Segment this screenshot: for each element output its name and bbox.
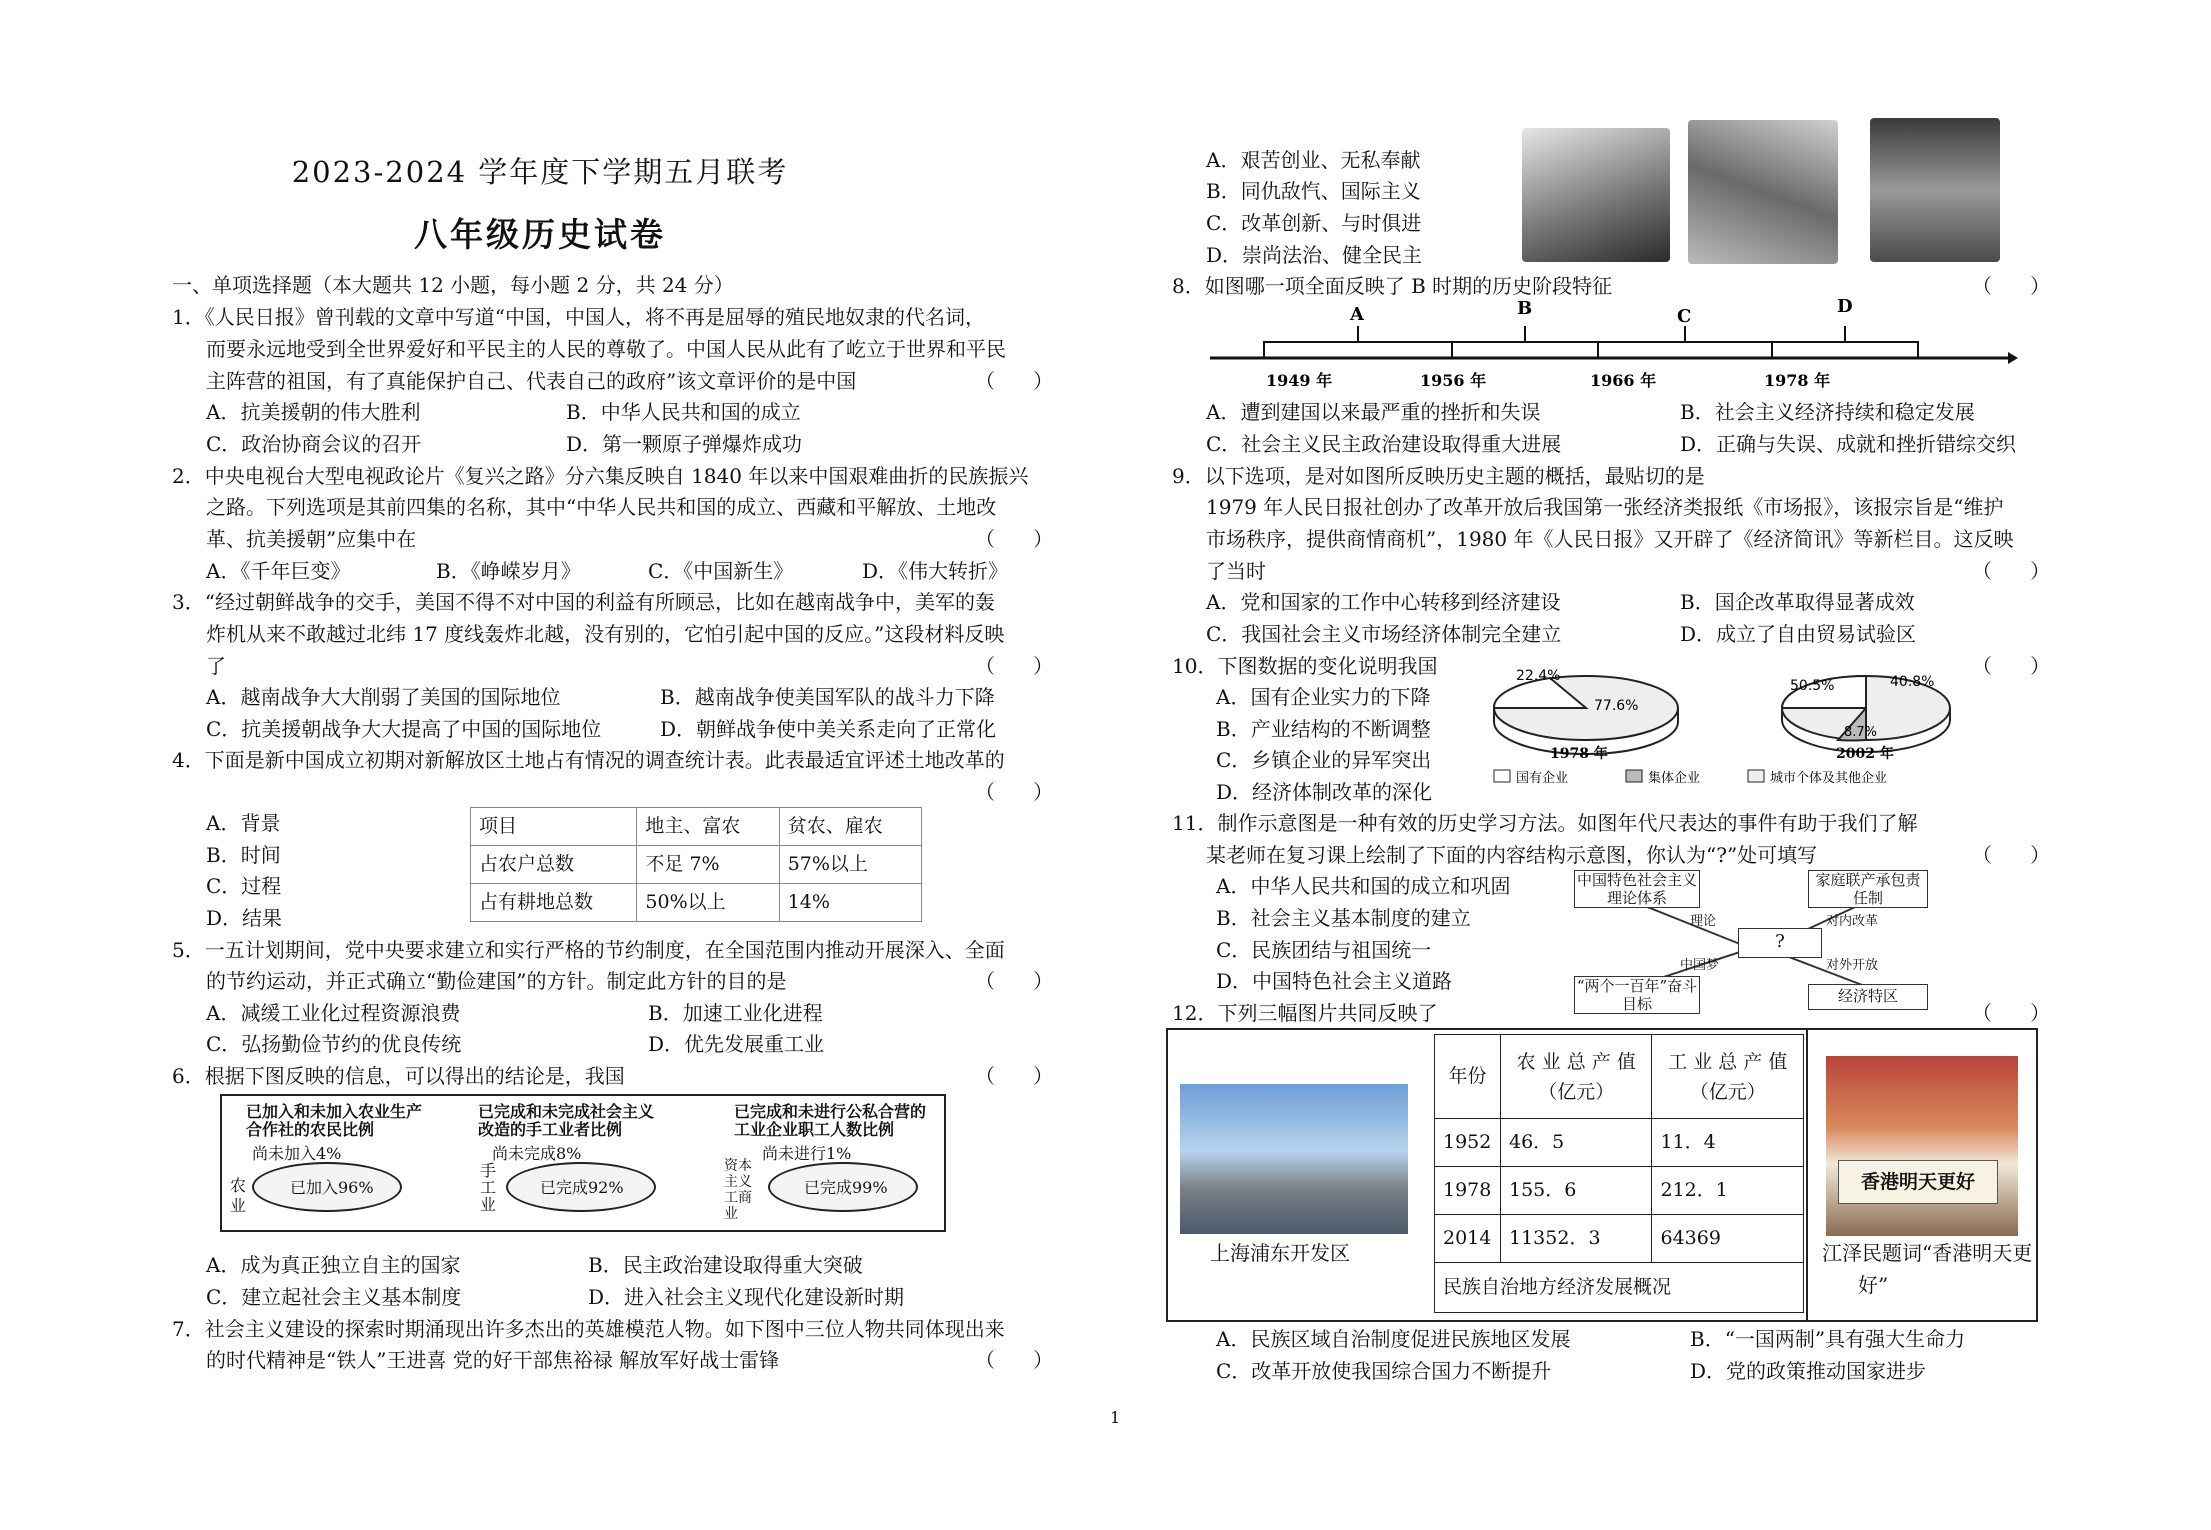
q11-line: 11．制作示意图是一种有效的历史学习方法。如图年代尺表达的事件有助于我们了解 bbox=[1172, 811, 1918, 835]
option-c[interactable]: C．过程 bbox=[206, 874, 282, 898]
q11-line: 某老师在复习课上绘制了下面的内容结构示意图，你认为“?”处可填写 bbox=[1206, 843, 1818, 867]
table-cell: 贫农、雇农 bbox=[779, 808, 921, 846]
option-b[interactable]: B．民主政治建设取得重大突破 bbox=[588, 1253, 863, 1277]
q7-line: 的时代精神是“铁人”王进喜 党的好干部焦裕禄 解放军好战士雷锋 bbox=[206, 1348, 780, 1372]
option-a[interactable]: A．遭到建国以来最严重的挫折和失误 bbox=[1206, 400, 1541, 424]
q3-line: 了 bbox=[206, 654, 226, 678]
option-b[interactable]: B．社会主义经济持续和稳定发展 bbox=[1680, 400, 1975, 424]
table-cell: 2014 bbox=[1435, 1215, 1501, 1263]
option-b[interactable]: B．国企改革取得显著成效 bbox=[1680, 590, 1915, 614]
table-header-cell: 农 业 总 产 值（亿元） bbox=[1501, 1035, 1652, 1119]
jiang-zemin-inscription-photo bbox=[1826, 1056, 2018, 1236]
table-row bbox=[471, 884, 922, 922]
q1-line: 主阵营的祖国，有了真能保护自己、代表自己的政府”该文章评价的是中国 bbox=[206, 369, 857, 393]
fig-caption: 已加入和未加入农业生产 bbox=[246, 1102, 423, 1121]
pie-label: 8.7% bbox=[1844, 725, 1878, 740]
arrow-label: 对外开放 bbox=[1826, 958, 1879, 973]
table-cell: 155．6 bbox=[1501, 1167, 1652, 1215]
pie-year: 1978 年 bbox=[1550, 746, 1608, 762]
diagram-node-two-centenary-goals: “两个一百年”奋斗目标 bbox=[1574, 976, 1700, 1014]
land-survey-table bbox=[470, 807, 922, 922]
table-cell: 46．5 bbox=[1501, 1119, 1652, 1167]
portrait-jiao-yulu-photo bbox=[1688, 120, 1838, 264]
q1-line: 而要永远地受到全世界爱好和平民主的人民的尊敬了。中国人民从此有了屹立于世界和平民 bbox=[206, 337, 1006, 361]
table-cell: 占有耕地总数 bbox=[471, 884, 637, 922]
period-c-bracket bbox=[1598, 342, 1772, 358]
option-d[interactable]: D．成立了自由贸易试验区 bbox=[1680, 622, 1917, 646]
arrow-label: 理论 bbox=[1690, 914, 1717, 929]
option-d[interactable]: D．进入社会主义现代化建设新时期 bbox=[588, 1285, 905, 1309]
q3-line: 3．“经过朝鲜战争的交手，美国不得不对中国的利益有所顾忌，比如在越南战争中，美军的轰 bbox=[172, 590, 995, 614]
table-header-row bbox=[1435, 1035, 1804, 1119]
q12-figure-frame bbox=[1166, 1028, 2038, 1322]
option-b[interactable]: B．加速工业化进程 bbox=[648, 1001, 823, 1025]
exam-subtitle: 八年级历史试卷 bbox=[414, 215, 666, 254]
table-row bbox=[1435, 1167, 1804, 1215]
q2-line: 2．中央电视台大型电视政论片《复兴之路》分六集反映自 1840 年以来中国艰难曲折的民族振兴 bbox=[172, 464, 1029, 488]
period-label-d: D bbox=[1837, 296, 1853, 317]
table-row bbox=[471, 846, 922, 884]
option-b[interactable]: B．中华人民共和国的成立 bbox=[566, 400, 801, 424]
pie-side-label: 农业 bbox=[230, 1176, 247, 1215]
answer-blank[interactable]: （ ） bbox=[975, 527, 1054, 551]
fig-caption: 改造的手工业者比例 bbox=[478, 1120, 623, 1139]
table-cell: 57%以上 bbox=[779, 846, 921, 884]
option-c[interactable]: C．《中国新生》 bbox=[648, 559, 794, 583]
pie-label: 已加入96% bbox=[290, 1178, 374, 1197]
option-d[interactable]: D．党的政策推动国家进步 bbox=[1690, 1359, 1927, 1383]
option-a[interactable]: A．艰苦创业、无私奉献 bbox=[1206, 148, 1421, 172]
q2-line: 革、抗美援朝”应集中在 bbox=[206, 527, 417, 551]
option-d[interactable]: D．正确与失误、成就和挫折错综交织 bbox=[1680, 432, 2017, 456]
table-cell: 14% bbox=[779, 884, 921, 922]
socialist-transformation-figure bbox=[220, 1094, 946, 1232]
table-cell: 不足 7% bbox=[637, 846, 779, 884]
enterprise-share-pies bbox=[1490, 662, 1990, 786]
table-cell: 项目 bbox=[471, 808, 637, 846]
option-c[interactable]: C．抗美援朝战争大大提高了中国的国际地位 bbox=[206, 717, 602, 741]
q6-line: 6．根据下图反映的信息，可以得出的结论是，我国 bbox=[172, 1064, 625, 1088]
option-d[interactable]: D．朝鲜战争使中美关系走向了正常化 bbox=[660, 717, 997, 741]
option-d[interactable]: D．第一颗原子弹爆炸成功 bbox=[566, 432, 803, 456]
q10-line: 10．下图数据的变化说明我国 bbox=[1172, 654, 1438, 678]
period-label-b: B bbox=[1517, 298, 1533, 319]
pie-note: 尚未加入4% bbox=[252, 1144, 342, 1163]
option-c[interactable]: C．弘扬勤俭节约的优良传统 bbox=[206, 1032, 462, 1056]
q5-line: 的节约运动，并正式确立“勤俭建国”的方针。制定此方针的目的是 bbox=[206, 969, 787, 993]
arrow-label: 中国梦 bbox=[1680, 958, 1720, 973]
year-label: 1956 年 bbox=[1420, 371, 1487, 390]
period-label-a: A bbox=[1350, 304, 1364, 325]
table-header-cell: 年份 bbox=[1435, 1035, 1501, 1119]
period-a-bracket bbox=[1264, 342, 1452, 358]
option-c[interactable]: C．我国社会主义市场经济体制完全建立 bbox=[1206, 622, 1562, 646]
q12-line: 12．下列三幅图片共同反映了 bbox=[1172, 1001, 1438, 1025]
table-row bbox=[1435, 1215, 1804, 1263]
period-d-bracket bbox=[1772, 342, 1918, 358]
option-c[interactable]: C．建立起社会主义基本制度 bbox=[206, 1285, 462, 1309]
page-number: 1 bbox=[1110, 1408, 1121, 1427]
option-b[interactable]: B．产业结构的不断调整 bbox=[1216, 717, 1431, 741]
table-cell: 11352．3 bbox=[1501, 1215, 1652, 1263]
option-b[interactable]: B．社会主义基本制度的建立 bbox=[1216, 906, 1471, 930]
legend-label: 集体企业 bbox=[1648, 771, 1701, 786]
answer-blank[interactable]: （ ） bbox=[975, 969, 1054, 993]
option-b[interactable]: B．同仇敌忾、国际主义 bbox=[1206, 179, 1421, 203]
pie-year: 2002 年 bbox=[1836, 746, 1894, 762]
legend-label: 国有企业 bbox=[1516, 771, 1569, 786]
legend-swatch bbox=[1494, 770, 1510, 782]
period-b-bracket bbox=[1452, 342, 1598, 358]
q9-line: 9．以下选项，是对如图所反映历史主题的概括，最贴切的是 bbox=[1172, 464, 1705, 488]
pie-side-label: 手工业 bbox=[480, 1161, 497, 1214]
option-b[interactable]: B．时间 bbox=[206, 843, 281, 867]
option-d[interactable]: D．中国特色社会主义道路 bbox=[1216, 969, 1453, 993]
diagram-node-unknown: ? bbox=[1738, 928, 1822, 958]
option-d[interactable]: D．优先发展重工业 bbox=[648, 1032, 825, 1056]
q9-line: 了当时 bbox=[1206, 559, 1266, 583]
diagram-node-sez: 经济特区 bbox=[1808, 984, 1928, 1010]
option-b[interactable]: B．《峥嵘岁月》 bbox=[436, 559, 581, 583]
q9-line: 市场秩序，提供商情商机”，1980 年《人民日报》又开辟了《经济简讯》等新栏目。这反映 bbox=[1206, 527, 2014, 551]
diagram-node-household-responsibility: 家庭联产承包责任制 bbox=[1808, 870, 1928, 908]
option-a[interactable]: A．《千年巨变》 bbox=[206, 559, 351, 583]
table-row bbox=[1435, 1119, 1804, 1167]
divider bbox=[1806, 1030, 1808, 1320]
pudong-skyline-photo bbox=[1180, 1084, 1408, 1234]
answer-blank[interactable]: （ ） bbox=[975, 654, 1054, 678]
q8-line: 8．如图哪一项全面反映了 B 时期的历史阶段特征 bbox=[1172, 274, 1613, 298]
option-b[interactable]: B．越南战争使美国军队的战斗力下降 bbox=[660, 685, 995, 709]
fig-caption: 合作社的农民比例 bbox=[246, 1120, 375, 1139]
option-a[interactable]: A．越南战争大大削弱了美国的国际地位 bbox=[206, 685, 561, 709]
q2-line: 之路。下列选项是其前四集的名称，其中“中华人民共和国的成立、西藏和平解放、土地改 bbox=[206, 495, 997, 519]
option-a[interactable]: A．背景 bbox=[206, 811, 281, 835]
option-d[interactable]: D．经济体制改革的深化 bbox=[1216, 780, 1433, 804]
answer-blank[interactable]: （ ） bbox=[975, 369, 1054, 393]
q3-line: 炸机从来不敢越过北纬 17 度线轰炸北越，没有别的，它怕引起中国的反应。”这段材料反映 bbox=[206, 622, 1005, 646]
year-label: 1966 年 bbox=[1590, 371, 1657, 390]
table-cell: 地主、富农 bbox=[637, 808, 779, 846]
table-row bbox=[1435, 1263, 1804, 1313]
photo-caption-hongkong-2: 好” bbox=[1858, 1273, 1889, 1297]
table-cell: 11．4 bbox=[1652, 1119, 1804, 1167]
answer-blank[interactable]: （ ） bbox=[1972, 654, 2051, 678]
q4-line: 4．下面是新中国成立初期对新解放区土地占有情况的调查统计表。此表最适宜评述土地改革的 bbox=[172, 748, 1005, 772]
year-label: 1949 年 bbox=[1266, 371, 1333, 390]
option-c[interactable]: C．民族团结与祖国统一 bbox=[1216, 938, 1432, 962]
timeline-arrow bbox=[2008, 352, 2018, 364]
fig-caption: 已完成和未进行公私合营的 bbox=[734, 1102, 927, 1121]
option-c[interactable]: C．乡镇企业的异军突出 bbox=[1216, 748, 1432, 772]
answer-blank[interactable]: （ ） bbox=[1972, 1001, 2051, 1025]
photo-caption-hongkong: 江泽民题词“香港明天更 bbox=[1822, 1241, 2033, 1265]
option-a[interactable]: A．中华人民共和国的成立和巩固 bbox=[1216, 874, 1511, 898]
answer-blank[interactable]: （ ） bbox=[1972, 274, 2051, 298]
arrow-label: 对内改革 bbox=[1826, 914, 1879, 929]
diagram-node-theory: 中国特色社会主义理论体系 bbox=[1574, 870, 1700, 908]
q9-line: 1979 年人民日报社创办了改革开放后我国第一张经济类报纸《市场报》，该报宗旨是“维护 bbox=[1206, 495, 2004, 519]
option-c[interactable]: C．政治协商会议的召开 bbox=[206, 432, 422, 456]
option-b[interactable]: B．“一国两制”具有强大生命力 bbox=[1690, 1327, 1966, 1351]
pie-label: 40.8% bbox=[1890, 674, 1935, 690]
pie-label: 22.4% bbox=[1516, 668, 1561, 684]
option-a[interactable]: A．减缓工业化过程资源浪费 bbox=[206, 1001, 461, 1025]
table-cell: 占农户总数 bbox=[471, 846, 637, 884]
exam-title: 2023-2024 学年度下学期五月联考 bbox=[291, 155, 789, 189]
pie-note: 尚未完成8% bbox=[492, 1144, 582, 1163]
option-a[interactable]: A．民族区域自治制度促进民族地区发展 bbox=[1216, 1327, 1571, 1351]
option-a[interactable]: A．国有企业实力的下降 bbox=[1216, 685, 1431, 709]
legend-swatch bbox=[1748, 770, 1764, 782]
pie-note: 尚未进行1% bbox=[762, 1144, 852, 1163]
pie-side-label: 资本主义工商业 bbox=[724, 1158, 752, 1222]
answer-blank[interactable]: （ ） bbox=[975, 1064, 1054, 1088]
table-cell: 212．1 bbox=[1652, 1167, 1804, 1215]
table-cell: 64369 bbox=[1652, 1215, 1804, 1263]
legend-swatch bbox=[1626, 770, 1642, 782]
option-a[interactable]: A．成为真正独立自主的国家 bbox=[206, 1253, 461, 1277]
q5-line: 5．一五计划期间，党中央要求建立和实行严格的节约制度，在全国范围内推动开展深入、全面 bbox=[172, 938, 1005, 962]
inscription-banner: 香港明天更好 bbox=[1838, 1160, 1998, 1204]
table-row bbox=[471, 808, 922, 846]
option-d[interactable]: D．《伟大转折》 bbox=[862, 559, 1009, 583]
year-label: 1978 年 bbox=[1764, 371, 1831, 390]
option-a[interactable]: A．抗美援朝的伟大胜利 bbox=[206, 400, 421, 424]
answer-blank[interactable]: （ ） bbox=[1972, 559, 2051, 583]
table-header-cell: 工 业 总 产 值（亿元） bbox=[1652, 1035, 1804, 1119]
option-c[interactable]: C．改革开放使我国综合国力不断提升 bbox=[1216, 1359, 1552, 1383]
photo-caption-pudong: 上海浦东开发区 bbox=[1210, 1241, 1350, 1265]
period-label-c: C bbox=[1677, 306, 1692, 327]
option-a[interactable]: A．党和国家的工作中心转移到经济建设 bbox=[1206, 590, 1561, 614]
option-d[interactable]: D．崇尚法治、健全民主 bbox=[1206, 243, 1423, 267]
fig-caption: 已完成和未完成社会主义 bbox=[478, 1102, 655, 1121]
pie-label: 50.5% bbox=[1790, 678, 1835, 694]
pie-label: 77.6% bbox=[1594, 698, 1639, 714]
q1-line: 1．《人民日报》曾刊载的文章中写道“中国，中国人，将不再是屈辱的殖民地奴隶的代名词， bbox=[172, 305, 985, 329]
answer-blank[interactable]: （ ） bbox=[1972, 843, 2051, 867]
option-c[interactable]: C．改革创新、与时俱进 bbox=[1206, 211, 1422, 235]
fig-caption: 工业企业职工人数比例 bbox=[734, 1120, 895, 1139]
section-heading: 一、单项选择题（本大题共 12 小题，每小题 2 分，共 24 分） bbox=[172, 273, 734, 297]
table-caption-cell: 民族自治地方经济发展概况 bbox=[1435, 1263, 1804, 1313]
q7-line: 7．社会主义建设的探索时期涌现出许多杰出的英雄模范人物。如下图中三位人物共同体现出来 bbox=[172, 1317, 1005, 1341]
portrait-lei-feng-photo bbox=[1870, 118, 2000, 262]
pie-label: 已完成92% bbox=[540, 1178, 624, 1197]
table-cell: 1952 bbox=[1435, 1119, 1501, 1167]
legend-label: 城市个体及其他企业 bbox=[1770, 771, 1888, 786]
option-d[interactable]: D．结果 bbox=[206, 906, 283, 930]
option-c[interactable]: C．社会主义民主政治建设取得重大进展 bbox=[1206, 432, 1562, 456]
autonomous-region-economy-table bbox=[1434, 1034, 1804, 1313]
portrait-wang-jinxi-photo bbox=[1522, 128, 1670, 262]
pie-label: 已完成99% bbox=[804, 1178, 888, 1197]
table-cell: 50%以上 bbox=[637, 884, 779, 922]
timeline-figure bbox=[1200, 296, 2020, 394]
answer-blank[interactable]: （ ） bbox=[975, 1348, 1054, 1372]
table-cell: 1978 bbox=[1435, 1167, 1501, 1215]
answer-blank[interactable]: （ ） bbox=[975, 780, 1054, 804]
